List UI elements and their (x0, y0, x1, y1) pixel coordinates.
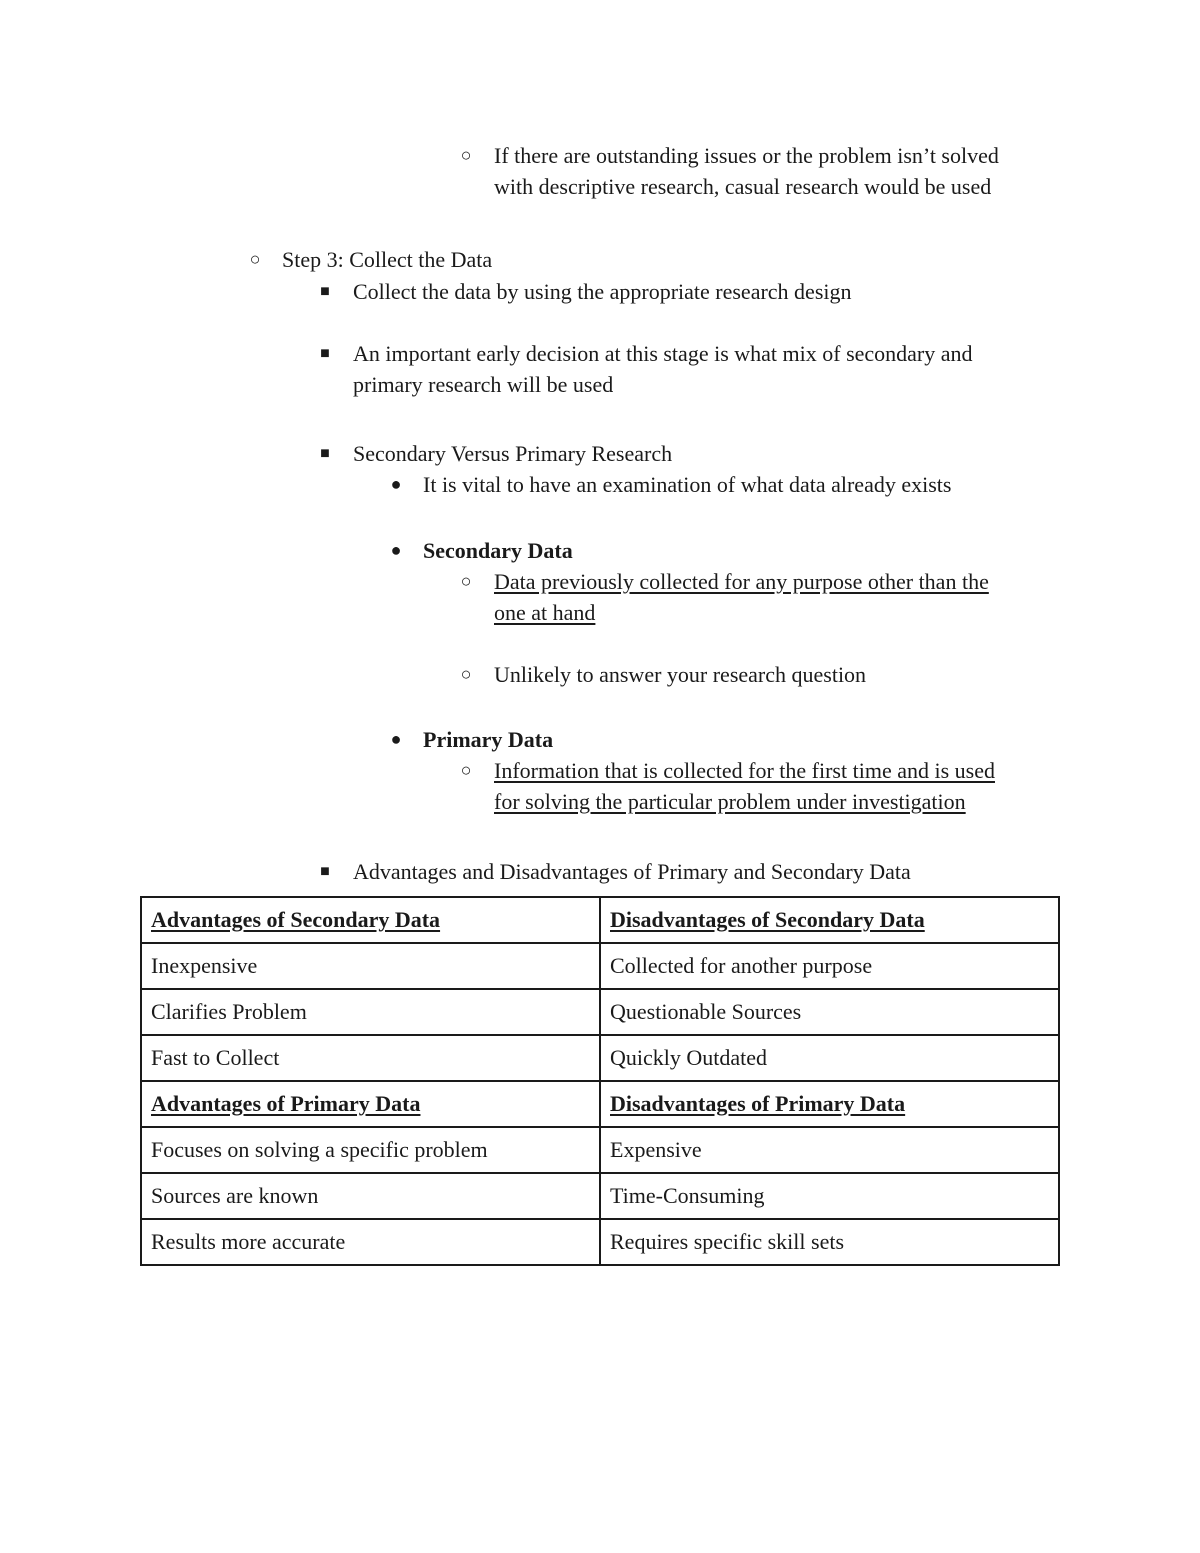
outline-text: Collect the data by using the appropriate research design (353, 279, 852, 304)
secondary-data-definition: Data previously collected for any purpose other than the (494, 569, 989, 594)
table-header-cell: Disadvantages of Primary Data (600, 1081, 1059, 1127)
outline-text: Secondary Versus Primary Research (353, 441, 673, 466)
hollow-bullet-icon: ○ (460, 145, 472, 165)
hollow-bullet-icon: ○ (460, 760, 472, 780)
outline-text: It is vital to have an examination of what data already exists (423, 472, 952, 497)
table-row (141, 897, 1059, 943)
table-cell: Time-Consuming (600, 1173, 1059, 1219)
table-cell: Quickly Outdated (600, 1035, 1059, 1081)
table-cell: Fast to Collect (141, 1035, 600, 1081)
primary-data-definition: Information that is collected for the first time and is used (494, 758, 995, 783)
table-header-cell: Advantages of Primary Data (141, 1081, 600, 1127)
table-row (141, 989, 1059, 1035)
table-row (141, 1035, 1059, 1081)
table-intro: Advantages and Disadvantages of Primary and Secondary Data (353, 859, 911, 884)
table-cell: Expensive (600, 1127, 1059, 1173)
table-row (141, 1081, 1059, 1127)
secondary-data-definition: one at hand (494, 600, 596, 625)
table-row (141, 1127, 1059, 1173)
advantages-disadvantages-table (140, 896, 1060, 1266)
outline-text: An important early decision at this stage is what mix of secondary and (353, 341, 973, 366)
table-row (141, 1219, 1059, 1265)
square-bullet-icon: ■ (320, 445, 330, 462)
hollow-bullet-icon: ○ (460, 664, 472, 684)
table-header-cell: Disadvantages of Secondary Data (600, 897, 1059, 943)
secondary-data-heading: Secondary Data (423, 538, 573, 563)
primary-data-definition: for solving the particular problem under investigation (494, 789, 966, 814)
table-header-cell: Advantages of Secondary Data (141, 897, 600, 943)
table-cell: Questionable Sources (600, 989, 1059, 1035)
outline-text: Unlikely to answer your research question (494, 662, 867, 687)
outline-text: with descriptive research, casual research would be used (494, 174, 992, 199)
solid-bullet-icon: ● (390, 540, 402, 560)
hollow-bullet-icon: ○ (249, 249, 261, 269)
solid-bullet-icon: ● (390, 729, 402, 749)
step-3-heading: Step 3: Collect the Data (282, 247, 493, 272)
table-cell: Results more accurate (141, 1219, 600, 1265)
square-bullet-icon: ■ (320, 345, 330, 362)
outline-text: If there are outstanding issues or the problem isn’t solved (494, 143, 999, 168)
table-cell: Sources are known (141, 1173, 600, 1219)
solid-bullet-icon: ● (390, 474, 402, 494)
table-row (141, 1173, 1059, 1219)
hollow-bullet-icon: ○ (460, 571, 472, 591)
square-bullet-icon: ■ (320, 863, 330, 880)
table-cell: Inexpensive (141, 943, 600, 989)
table-cell: Clarifies Problem (141, 989, 600, 1035)
outline-text: primary research will be used (353, 372, 614, 397)
square-bullet-icon: ■ (320, 283, 330, 300)
table-cell: Collected for another purpose (600, 943, 1059, 989)
table-cell: Focuses on solving a specific problem (141, 1127, 600, 1173)
table-row (141, 943, 1059, 989)
primary-data-heading: Primary Data (423, 727, 554, 752)
table-cell: Requires specific skill sets (600, 1219, 1059, 1265)
